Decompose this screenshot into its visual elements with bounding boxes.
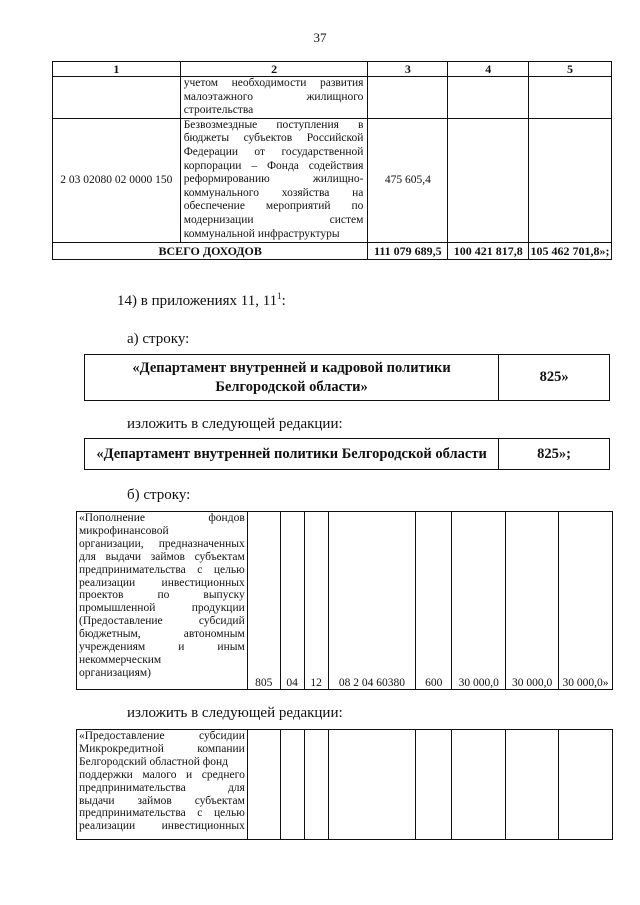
expense-type-code: 600	[416, 512, 452, 690]
total-label: ВСЕГО ДОХОДОВ	[53, 242, 368, 259]
amount-year-2: 30 000,0	[506, 512, 559, 690]
target-article-code: 08 2 04 60380	[328, 512, 416, 690]
table-row	[77, 512, 613, 690]
header-col-4: 4	[448, 62, 529, 77]
row2-col3-value: 475 605,4	[368, 118, 448, 242]
total-row	[53, 242, 612, 259]
row-description: «Пополнение фондов микрофинансовой организации, предназначенных для выдачи займов субъектам предпринимательства с целью реализации инвестиционных проектов по выпуску промышленной продукции (Предоставление субсидий бюджетным, автономным учреждениям и иным некоммерческим организациям)	[77, 512, 248, 690]
edit-instruction-1: изложить в следующей редакции:	[127, 416, 343, 432]
ministry-code: 805	[247, 512, 280, 690]
total-col5: 105 462 701,8»;	[530, 243, 610, 258]
department-code-old: 825»	[499, 355, 610, 401]
table-row	[53, 118, 612, 242]
table-row	[53, 77, 612, 119]
row1-description: учетом необходимости развития малоэтажного жилищного строительства	[180, 77, 368, 119]
row-description: «Предоставление субсидии Микрокредитной компании Белгородский областной фонд поддержки малого и среднего предпринимательства для выдачи займов субъектам предпринимательства с целью реализации инвестиционных	[77, 730, 248, 840]
total-col3: 111 079 689,5	[368, 242, 448, 259]
header-row	[53, 62, 612, 77]
department-name-old: «Департамент внутренней и кадровой политики Белгородской области»	[85, 355, 499, 401]
header-col-3: 3	[368, 62, 448, 77]
total-col4: 100 421 817,8	[448, 242, 529, 259]
subsection-code: 12	[304, 512, 328, 690]
row2-code: 2 03 02080 02 0000 150	[53, 118, 181, 242]
header-col-2: 2	[180, 62, 368, 77]
department-box-new	[84, 438, 610, 470]
department-code-new: 825»;	[499, 439, 610, 470]
subitem-a: а) строку:	[127, 331, 190, 347]
amount-year-1: 30 000,0	[452, 512, 506, 690]
department-box-old	[84, 354, 610, 401]
department-name-new: «Департамент внутренней политики Белгородской области	[85, 439, 499, 470]
section-code: 04	[280, 512, 304, 690]
header-col-5: 5	[529, 62, 612, 77]
subitem-b: б) строку:	[127, 487, 191, 503]
item-14-heading: 14) в приложениях 11, $11^1$:	[117, 291, 286, 309]
header-col-1: 1	[53, 62, 181, 77]
budget-row-table-old	[76, 511, 613, 690]
page-number: 37	[313, 30, 327, 45]
revenue-table	[52, 61, 612, 260]
row2-description: Безвозмездные поступления в бюджеты субъектов Российской Федерации от государственной корпорации – Фонда содействия реформированию жилищно- коммунального хозяйства на обеспечение мероприятий по модернизации систем коммунальной инфраструктуры	[180, 118, 368, 242]
amount-year-3: 30 000,0»	[559, 512, 613, 690]
edit-instruction-2: изложить в следующей редакции:	[127, 705, 343, 721]
budget-row-table-new	[76, 729, 613, 840]
table-row	[77, 730, 613, 840]
